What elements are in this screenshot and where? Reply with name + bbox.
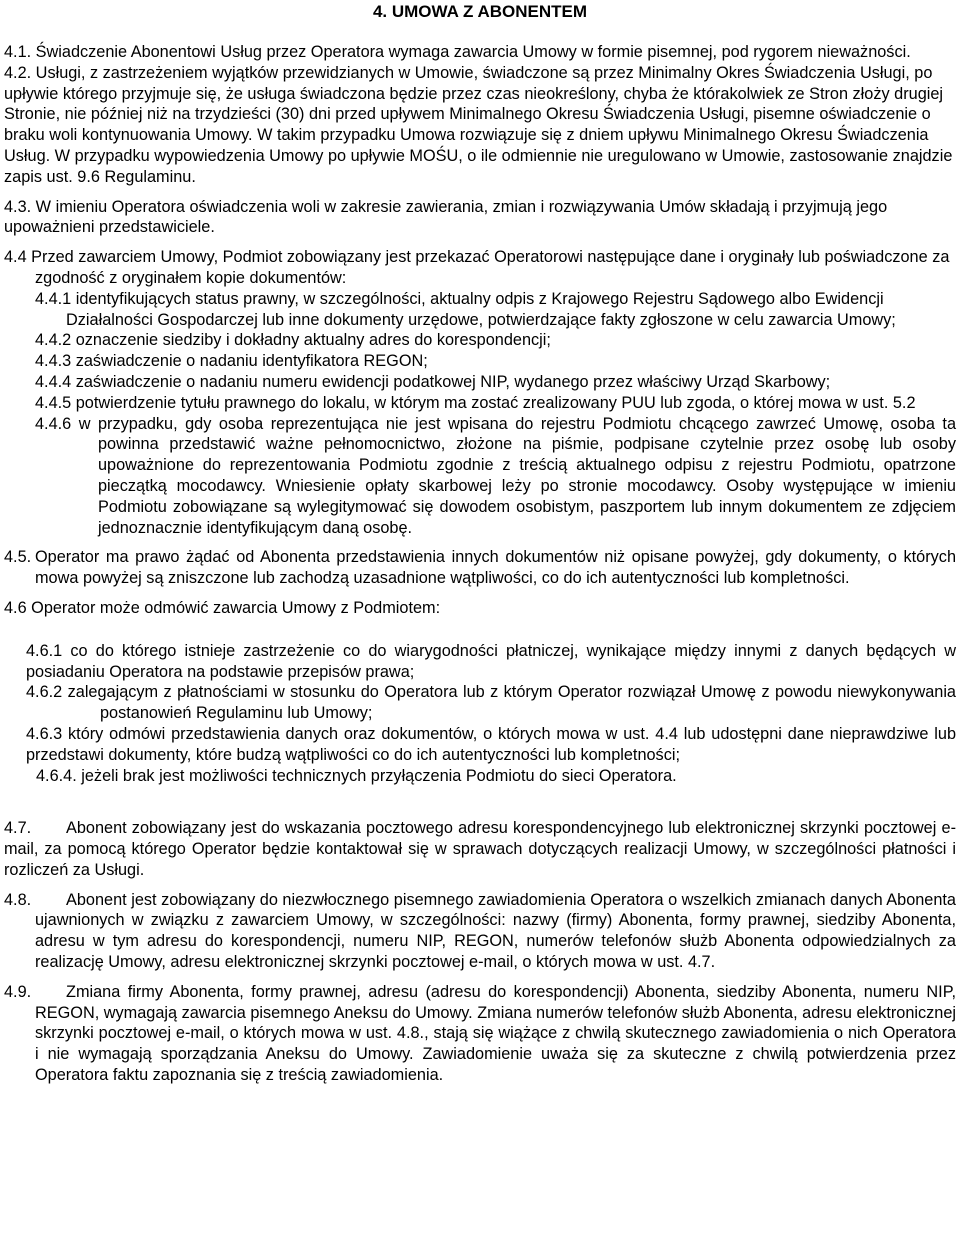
clause-4-4-4: 4.4.4 zaświadczenie o nadaniu numeru ewidencji podatkowej NIP, wydanego przez właściwy Urząd Skarbowy; <box>35 372 831 391</box>
clause-4-8 <box>4 890 956 973</box>
document-page <box>4 0 956 1086</box>
clause-4-4-2: 4.4.2 oznaczenie siedziby i dokładny aktualny adres do korespondencji; <box>35 331 551 350</box>
clause-4-4: 4.4 Przed zawarciem Umowy, Podmiot zobowiązany jest przekazać Operatorowi następujące dane i oryginały lub poświadczone za zgodność z oryginałem kopie dokumentów: <box>4 248 950 287</box>
clause-4-7-number: 4.7. <box>4 819 32 838</box>
clause-4-6-4: 4.6.4. jeżeli brak jest możliwości technicznych przyłączenia Podmiotu do sieci Operatora. <box>36 766 677 785</box>
section-title: 4. UMOWA Z ABONENTEM <box>372 2 588 21</box>
clause-4-5-text: Operator ma prawo żądać od Abonenta przedstawienia innych dokumentów niż opisane powyżej, gdy dokumenty, o których mowa powyżej są zniszczone lub zachodzą uzasadnione wątpliwości, co do ich autentyczności lub kompletności. <box>35 548 956 588</box>
clause-4-6: 4.6 Operator może odmówić zawarcia Umowy z Podmiotem: <box>4 598 441 617</box>
clause-4-7-text: Abonent zobowiązany jest do wskazania pocztowego adresu korespondencyjnego lub elektronicznej skrzynki pocztowej e-mail, za pomocą którego Operator będzie kontaktował się w sprawach dotyczących realizacji Umowy, w szczególności płatności i rozliczeń za Usługi. <box>4 819 956 879</box>
clause-4-4-5: 4.4.5 potwierdzenie tytułu prawnego do lokalu, w którym ma zostać zrealizowany PUU lub zgoda, o której mowa w ust. 5.2 <box>35 393 916 412</box>
clause-4-8-text: Abonent jest zobowiązany do niezwłocznego pisemnego zawiadomienia Operatora o wszelkich zmianach danych Abonenta ujawnionych w związku z zawarciem Umowy, w szczególności: nazwy (firmy) Abonenta, formy prawnej, siedziby Abonenta, adresu w tym adresu do korespondencji, numeru NIP, REGON, numerów telefonów służb Abonenta odpowiedzialnych za realizację Umowy, adresu elektronicznej skrzynki pocztowej e-mail, o których mowa w ust. 4.7. <box>35 890 956 972</box>
clause-4-7 <box>4 818 956 880</box>
clause-4-5 <box>4 547 956 589</box>
clause-4-4-1: 4.4.1 identyfikujących status prawny, w szczególności, aktualny odpis z Krajowego Rejestru Sądowego albo Ewidencji Działalności Gospodarczej lub inne dokumenty urzędowe, potwierdzające fakty zgłoszone w celu zawarcia Umowy; <box>35 289 896 329</box>
clause-4-1: 4.1. Świadczenie Abonentowi Usług przez Operatora wymaga zawarcia Umowy w formie pisemnej, pod rygorem nieważności. <box>4 43 911 61</box>
clause-4-6-1: 4.6.1 co do którego istnieje zastrzeżenie co do wiarygodności płatniczej, wynikające między innymi z danych będących w posiadaniu Operatora na podstawie przepisów prawa; <box>26 641 956 681</box>
clause-4-6-2: 4.6.2 zalegającym z płatnościami w stosunku do Operatora lub z którym Operator rozwiązał Umowę z powodu niewykonywania postanowień Regulaminu lub Umowy; <box>26 683 956 723</box>
clause-4-9-text: Zmiana firmy Abonenta, formy prawnej, adresu (adresu do korespondencji) Abonenta, siedziby Abonenta, numeru NIP, REGON, wymagają zawarcia pisemnego Aneksu do Umowy. Zmiana numerów telefonów służb Abonenta, adresu elektronicznej skrzynki pocztowej e-mail, o których mowa w ust. 4.8., stają się wiążące z chwilą skutecznego zawiadomienia o nich Operatora i nie wymagają sporządzania Aneksu do Umowy. Zawiadomienie uważa się za skuteczne z chwilą potwierdzenia przez Operatora faktu zapoznania się z treścią zawiadomienia. <box>35 982 956 1085</box>
clause-4-8-number: 4.8. <box>4 890 32 909</box>
clause-4-6-3: 4.6.3 który odmówi przedstawienia danych oraz dokumentów, o których mowa w ust. 4.4 lub udostępni dane nieprawdziwe lub przedstawi dokumenty, które budzą wątpliwości co do ich autentyczności lub kompletności; <box>26 724 956 764</box>
clause-4-3: 4.3. W imieniu Operatora oświadczenia woli w zakresie zawierania, zmian i rozwiązywania Umów składają i przyjmują jego upoważnieni przedstawiciele. <box>4 197 888 237</box>
clause-4-4-3: 4.4.3 zaświadczenie o nadaniu identyfikatora REGON; <box>35 352 428 371</box>
clause-4-9-number: 4.9. <box>4 982 32 1001</box>
clause-4-2: 4.2. Usługi, z zastrzeżeniem wyjątków przewidzianych w Umowie, świadczone są przez Minimalny Okres Świadczenia Usługi, po upływie którego przyjmuje się, że usługa świadczona będzie przez czas nieokreślony, chyba że którakolwiek ze Stron złoży drugiej Stronie, nie później niż na trzydzieści (30) dni przed upływem Minimalnego Okresu Świadczenia Usługi, pisemne oświadczenie o braku woli kontynuowania Umowy. W takim przypadku Umowa rozwiązuje się z dniem upływu Minimalnego Okresu Świadczenia Usług. W przypadku wypowiedzenia Umowy po upływie MOŚU, o ile odmiennie nie uregulowano w Umowie, zastosowanie znajdzie zapis ust. 9.6 Regulaminu. <box>4 63 953 186</box>
clause-4-4-6: 4.4.6 w przypadku, gdy osoba reprezentująca nie jest wpisana do rejestru Podmiotu chcącego zawrzeć Umowę, osoba ta powinna przedstawić ważne pełnomocnictwo, złożone na piśmie, podpisane czytelnie przez osobę lub osoby upoważnione do reprezentowania Podmiotu zgodnie z treścią aktualnego odpisu z rejestru Podmiotu, opatrzone pieczątką mocodawcy. Wniesienie opłaty skarbowej leży po stronie mocodawcy. Osoby występujące w imieniu Podmiotu zobowiązane są wylegitymować się dowodem osobistym, paszportem lub innym dokumentem ze zdjęciem jednoznacznie identyfikującym daną osobę. <box>35 414 956 537</box>
clause-4-9 <box>4 982 956 1086</box>
clause-4-5-number: 4.5. <box>4 548 32 567</box>
